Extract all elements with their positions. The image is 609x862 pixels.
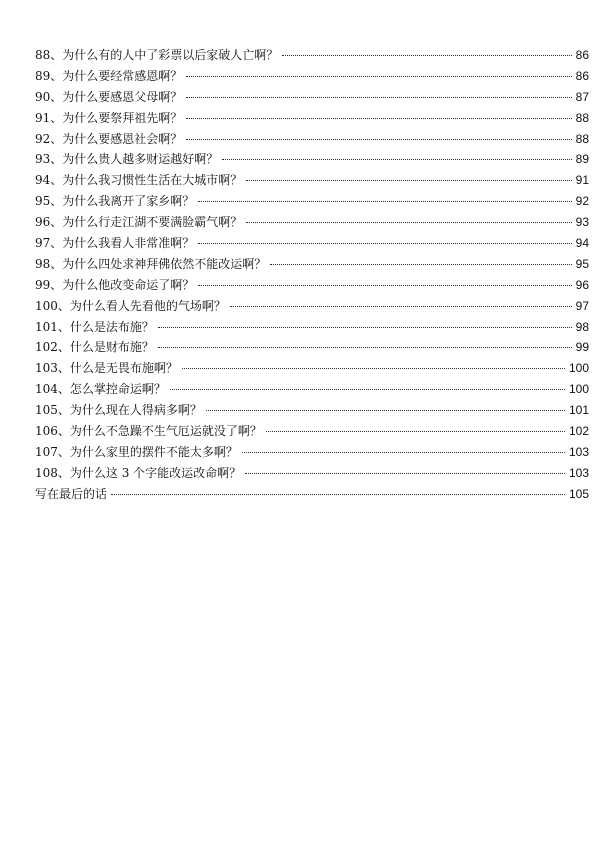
dot-leader — [186, 97, 571, 98]
toc-entry[interactable] — [35, 317, 589, 338]
toc-entry[interactable] — [35, 421, 589, 442]
toc-entry[interactable] — [35, 212, 589, 233]
toc-entry-page: 88 — [575, 131, 589, 146]
toc-entry-title: 90、为什么要感恩父母啊？ — [35, 89, 183, 104]
toc-entry-title: 91、为什么要祭拜祖先啊？ — [35, 110, 183, 125]
dot-leader — [198, 243, 571, 244]
toc-entry-page: 89 — [575, 152, 589, 167]
dot-leader — [230, 306, 572, 307]
toc-entry[interactable] — [35, 254, 589, 275]
dot-leader — [198, 285, 571, 286]
toc-entry-page: 86 — [575, 48, 589, 62]
toc-entry-title: 105、为什么现在人得病多啊？ — [35, 403, 202, 418]
toc-entry-page: 86 — [575, 68, 589, 83]
toc-entry[interactable] — [35, 170, 589, 191]
toc-entry[interactable] — [35, 400, 589, 421]
toc-entry-title: 98、为什么四处求神拜佛依然不能改运啊？ — [35, 256, 267, 271]
toc-entry-page: 99 — [575, 340, 589, 355]
dot-leader — [182, 368, 565, 369]
toc-entry[interactable] — [35, 66, 589, 87]
toc-entry-title: 93、为什么贵人越多财运越好啊？ — [35, 152, 219, 167]
dot-leader — [242, 452, 565, 453]
toc-entry-title: 106、为什么不急躁不生气厄运就没了啊？ — [35, 424, 262, 439]
toc-entry-title: 95、为什么我离开了家乡啊？ — [35, 194, 195, 209]
toc-entry-page: 100 — [568, 382, 589, 397]
toc-entry[interactable] — [35, 275, 589, 296]
toc-entry-page: 105 — [568, 486, 589, 501]
toc-entry[interactable] — [35, 45, 589, 66]
dot-leader — [266, 431, 565, 432]
dot-leader — [158, 347, 572, 348]
toc-entry-title: 104、怎么掌控命运啊？ — [35, 382, 166, 397]
toc-entry-title: 108、为什么这 3 个字能改运改命啊？ — [35, 465, 242, 480]
dot-leader — [222, 159, 571, 160]
toc-entry-page: 97 — [575, 298, 589, 313]
toc-entry[interactable] — [35, 233, 589, 254]
toc-entry-page: 100 — [568, 361, 589, 376]
toc-entry-title: 92、为什么要感恩社会啊？ — [35, 131, 183, 146]
dot-leader — [186, 76, 571, 77]
toc-entry-page: 87 — [575, 89, 589, 104]
toc-entry-page: 92 — [575, 194, 589, 209]
toc-entry-page: 91 — [575, 173, 589, 188]
dot-leader — [170, 389, 565, 390]
toc-entry-title: 103、什么是无畏布施啊？ — [35, 361, 178, 376]
toc-entry-title: 100、为什么看人先看他的气场啊？ — [35, 298, 226, 313]
toc-entry[interactable] — [35, 442, 589, 463]
toc-entry[interactable] — [35, 484, 589, 505]
toc-entry-page: 96 — [575, 277, 589, 292]
toc-entry-page: 93 — [575, 215, 589, 230]
dot-leader — [245, 473, 565, 474]
toc-entry-title: 107、为什么家里的摆件不能太多啊？ — [35, 444, 238, 459]
table-of-contents — [35, 45, 589, 505]
toc-entry[interactable] — [35, 296, 589, 317]
dot-leader — [111, 494, 565, 495]
toc-entry-page: 103 — [568, 465, 589, 480]
toc-entry-title: 96、为什么行走江湖不要满脸霸气啊？ — [35, 215, 243, 230]
toc-entry[interactable] — [35, 191, 589, 212]
toc-entry-title: 101、什么是法布施？ — [35, 319, 154, 334]
toc-entry-page: 101 — [568, 403, 589, 418]
toc-entry-page: 95 — [575, 256, 589, 271]
toc-entry[interactable] — [35, 463, 589, 484]
toc-entry-page: 98 — [575, 319, 589, 334]
dot-leader — [246, 222, 571, 223]
dot-leader — [206, 410, 565, 411]
dot-leader — [282, 55, 571, 56]
toc-entry-title: 写在最后的话 — [35, 486, 108, 501]
toc-entry-title: 88、为什么有的人中了彩票以后家破人亡啊？ — [35, 48, 279, 62]
toc-entry[interactable] — [35, 87, 589, 108]
dot-leader — [198, 201, 571, 202]
dot-leader — [270, 264, 571, 265]
toc-entry[interactable] — [35, 379, 589, 400]
toc-entry-title: 99、为什么他改变命运了啊？ — [35, 277, 195, 292]
toc-entry[interactable] — [35, 108, 589, 129]
toc-entry-page: 88 — [575, 110, 589, 125]
toc-entry-title: 97、为什么我看人非常准啊？ — [35, 236, 195, 251]
toc-entry-page: 102 — [568, 424, 589, 439]
toc-entry[interactable] — [35, 358, 589, 379]
dot-leader — [186, 139, 571, 140]
toc-entry-title: 94、为什么我习惯性生活在大城市啊？ — [35, 173, 243, 188]
toc-entry-title: 102、什么是财布施？ — [35, 340, 154, 355]
toc-entry[interactable] — [35, 149, 589, 170]
toc-entry[interactable] — [35, 129, 589, 150]
dot-leader — [186, 118, 571, 119]
dot-leader — [246, 180, 571, 181]
toc-entry-page: 103 — [568, 444, 589, 459]
dot-leader — [158, 327, 572, 328]
toc-entry[interactable] — [35, 337, 589, 358]
toc-entry-title: 89、为什么要经常感恩啊？ — [35, 68, 183, 83]
toc-entry-page: 94 — [575, 236, 589, 251]
